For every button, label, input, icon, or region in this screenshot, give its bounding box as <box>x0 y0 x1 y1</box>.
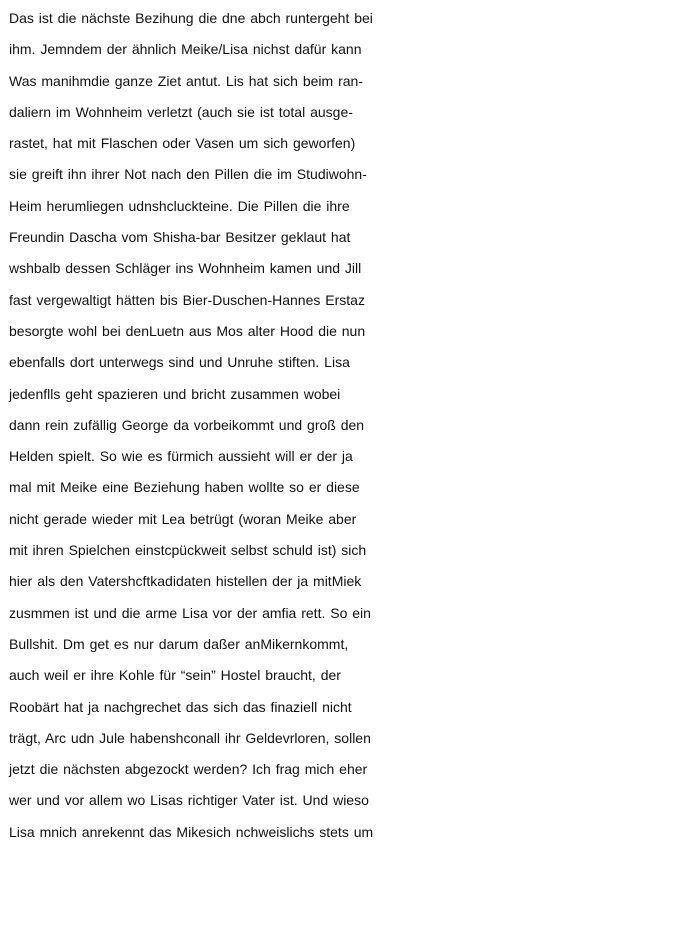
text-line: Freundin Dascha vom Shisha-bar Besitzer geklaut hat <box>9 229 351 246</box>
text-line: wer und vor allem wo Lisas richtiger Vater ist. Und wieso <box>9 792 369 809</box>
text-line: Heim herumliegen udnshcluckteine. Die Pillen die ihre <box>9 197 350 214</box>
text-line: Lisa mnich anrekennt das Mikesich nchweislichs stets um <box>9 823 374 840</box>
text-line: zusmmen ist und die arme Lisa vor der amfia rett. So ein <box>9 604 371 621</box>
text-line: mal mit Meike eine Beziehung haben wollte so er diese <box>9 479 360 496</box>
text-line: hier als den Vatershcftkadidaten histellen der ja mitMiek <box>9 573 362 590</box>
text-line: wshbalb dessen Schläger ins Wohnheim kamen und Jill <box>9 260 362 277</box>
text-line: nicht gerade wieder mit Lea betrügt (woran Meike aber <box>9 510 357 527</box>
text-line: Was manihmdie ganze Ziet antut. Lis hat sich beim ran- <box>9 72 363 89</box>
text-line: rastet, hat mit Flaschen oder Vasen um sich geworfen) <box>9 135 356 152</box>
text-line: Das ist die nächste Bezihung die dne abch runtergeht bei <box>9 10 373 26</box>
text-line: dann rein zufällig George da vorbeikommt und groß den <box>9 416 365 433</box>
text-line: Bullshit. Dm get es nur darum daßer anMikernkommt, <box>9 635 349 652</box>
text-line: ebenfalls dort unterwegs sind und Unruhe stiften. Lisa <box>9 354 350 371</box>
text-line: jedenflls geht spazieren und bricht zusammen wobei <box>9 385 341 402</box>
text-line: Helden spielt. So wie es fürmich aussieht will er der ja <box>9 448 353 465</box>
text-line: mit ihren Spielchen einstcpückweit selbst schuld ist) sich <box>9 542 367 559</box>
text-line: ihm. Jemndem der ähnlich Meike/Lisa nichst dafür kann <box>9 41 362 58</box>
text-line: fast vergewaltigt hätten bis Bier-Duschen-Hannes Erstaz <box>9 291 365 308</box>
text-line: Roobärt hat ja nachgrechet das sich das finaziell nicht <box>9 698 352 715</box>
text-line: trägt, Arc udn Jule habenshconall ihr Geldevrloren, sollen <box>9 729 371 746</box>
text-line: jetzt die nächsten abgezockt werden? Ich frag mich eher <box>9 761 368 778</box>
text-line: daliern im Wohnheim verletzt (auch sie ist total ausge- <box>9 103 353 120</box>
text-line: sie greift ihn ihrer Not nach den Pillen die im Studiwohn- <box>9 166 367 183</box>
text-line: auch weil er ihre Kohle für “sein” Hostel braucht, der <box>9 667 341 684</box>
text-line: besorgte wohl bei denLuetn aus Mos alter Hood die nun <box>9 322 366 339</box>
